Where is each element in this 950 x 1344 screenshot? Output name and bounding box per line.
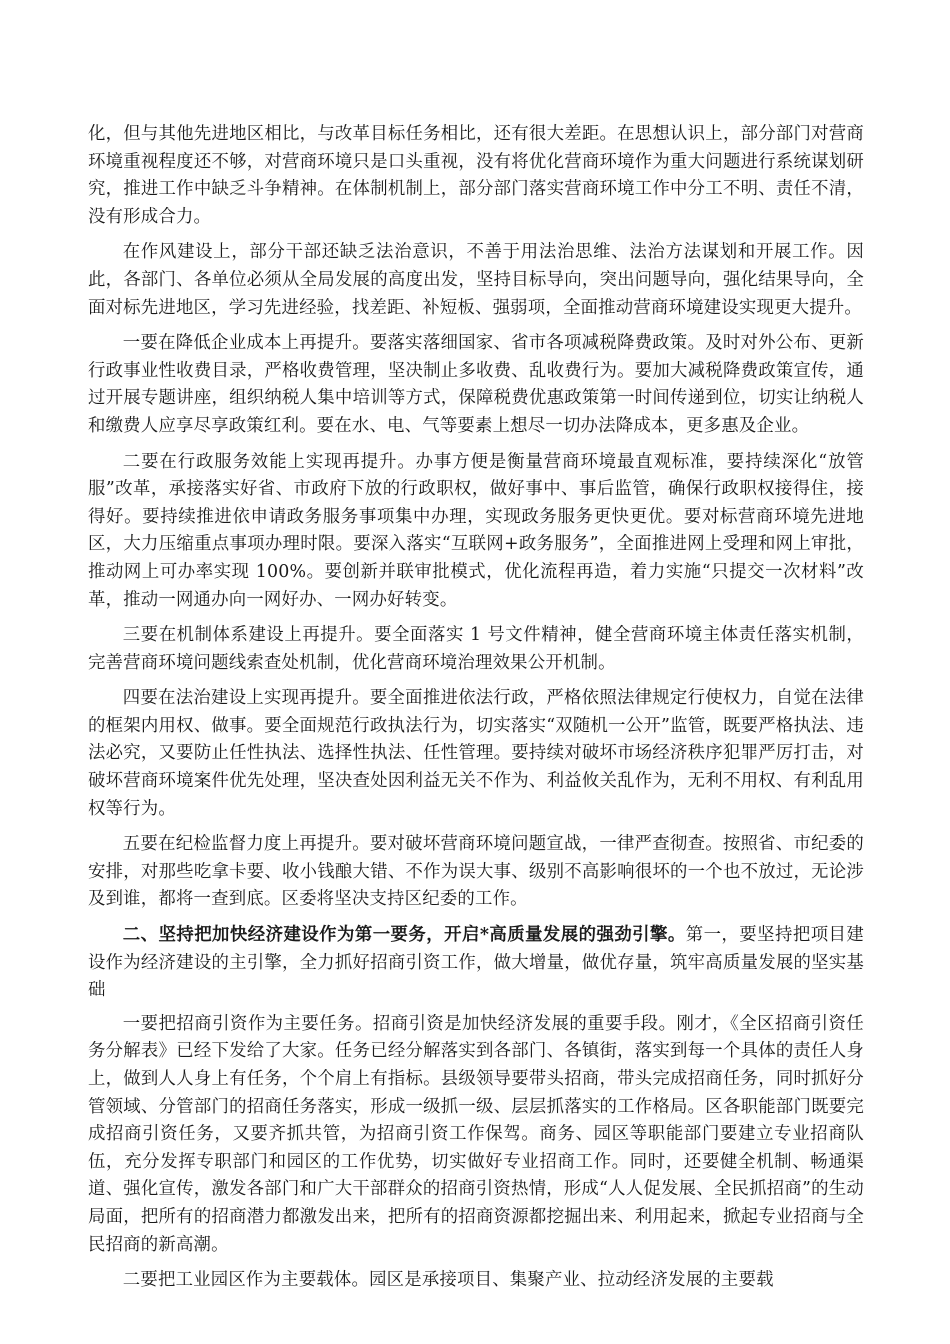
paragraph-section-two [88,922,864,1005]
paragraph-work-style: 在作风建设上，部分干部还缺乏法治意识，不善于用法治思维、法治方法谋划和开展工作。因此，各部门、各单位必须从全局发展的高度出发，坚持目标导向，突出问题导向，强化结果导向，全面对标先进地区，学习先进经验，找差距、补短板、强弱项，全面推动营商环境建设实现更大提升。 [88,242,864,318]
paragraph-investment: 一要把招商引资作为主要任务。招商引资是加快经济发展的重要手段。刚才，《全区招商引资任务分解表》已经下发给了大家。任务已经分解落实到各部门、各镇街，落实到每一个具体的责任人身上，做到人人身上有任务，个个肩上有指标。县级领导要带头招商，带头完成招商任务，同时抓好分管领域、分管部门的招商任务落实，形成一级抓一级、层层抓落实的工作格局。区各职能部门既要完成招商引资任务，又要齐抓共管，为招商引资工作保驾。商务、园区等职能部门要建立专业招商队伍，充分发挥专职部门和园区的工作优势，切实做好专业招商工作。同时，还要健全机制、畅通渠道、强化宣传，激发各部门和广大干部群众的招商引资热情，形成“人人促发展、全民抓招商”的生动局面，把所有的招商潜力都激发出来，把所有的招商资源都挖掘出来、利用起来，掀起专业招商与全民招商的新高潮。 [88,1013,864,1255]
paragraph-cost-reduction: 一要在降低企业成本上再提升。要落实落细国家、省市各项减税降费政策。及时对外公布、更新行政事业性收费目录，严格收费管理，坚决制止多收费、乱收费行为。要加大减税降费政策宣传，通过开展专题讲座，组织纳税人集中培训等方式，保障税费优惠政策第一时间传递到位，切实让纳税人和缴费人应享尽享政策红利。要在水、电、气等要素上想尽一切办法降成本，更多惠及企业。 [88,333,864,436]
paragraph-industrial-park: 二要把工业园区作为主要载体。园区是承接项目、集聚产业、拉动经济发展的主要载 [122,1270,774,1291]
paragraph-admin-service: 二要在行政服务效能上实现再提升。办事方便是衡量营商环境最直观标准，要持续深化“放管服”改革，承接落实好省、市政府下放的行政职权，做好事中、事后监管，确保行政职权接得住，接得好。要持续推进依申请政务服务事项集中办理，实现政务服务更快更优。要对标营商环境先进地区，大力压缩重点事项办理时限。要深入落实“互联网+政务服务”，全面推进网上受理和网上审批，推动网上可办率实现 100%。要创新并联审批模式，优化流程再造，着力实施“只提交一次材料”改革，推动一网通办向一网好办、一网办好转变。 [88,451,864,610]
section-heading: 二、坚持把加快经济建设作为第一要务，开启*高质量发展的强劲引擎。 [122,925,686,946]
section-two-body: 第一，要坚持把项目建设作为经济建设的主引擎，全力抓好招商引资工作，做大增量，做优存量，筑牢高质量发展的坚实基础 [88,925,864,1001]
paragraph-mechanism: 三要在机制体系建设上再提升。要全面落实 1 号文件精神，健全营商环境主体责任落实机制，完善营商环境问题线索查处机制，优化营商环境治理效果公开机制。 [88,625,864,673]
document-page [88,121,864,1303]
paragraph-continued: 化，但与其他先进地区相比，与改革目标任务相比，还有很大差距。在思想认识上，部分部门对营商环境重视程度还不够，对营商环境只是口头重视，没有将优化营商环境作为重大问题进行系统谋划研究，推进工作中缺乏斗争精神。在体制机制上，部分部门落实营商环境工作中分工不明、责任不清，没有形成合力。 [88,124,864,227]
paragraph-supervision: 五要在纪检监督力度上再提升。要对破坏营商环境问题宣战，一律严查彻查。按照省、市纪委的安排，对那些吃拿卡要、收小钱酿大错、不作为误大事、级别不高影响很坏的一个也不放过，无论涉及到谁，都将一查到底。区委将坚决支持区纪委的工作。 [88,834,864,910]
paragraph-rule-of-law: 四要在法治建设上实现再提升。要全面推进依法行政，严格依照法律规定行使权力，自觉在法律的框架内用权、做事。要全面规范行政执法行为，切实落实“双随机一公开”监管，既要严格执法、违法必究，又要防止任性执法、选择性执法、任性管理。要持续对破坏市场经济秩序犯罪严厉打击，对破坏营商环境案件优先处理，坚决查处因利益无关不作为、利益攸关乱作为，无利不用权、有利乱用权等行为。 [88,688,864,819]
